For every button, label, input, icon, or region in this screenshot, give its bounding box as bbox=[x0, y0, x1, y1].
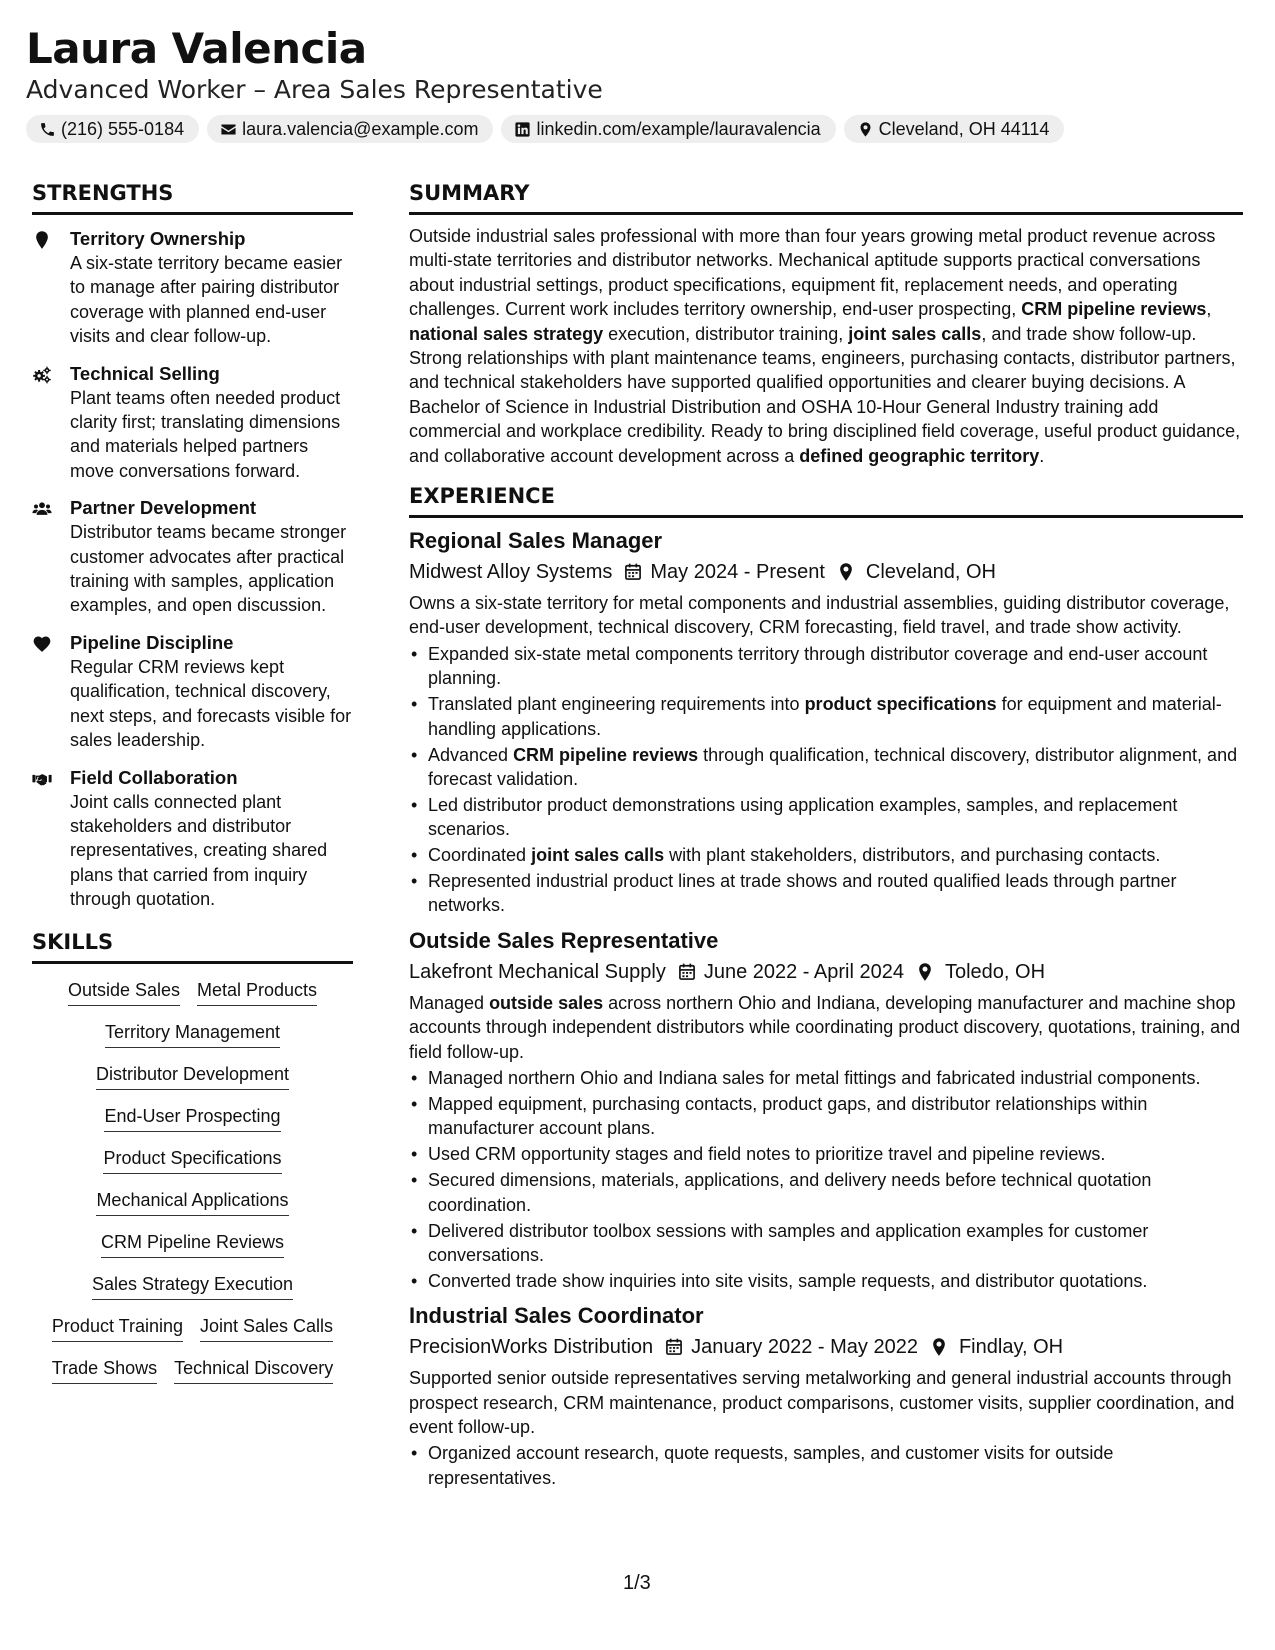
emphasis-text: defined geographic territory bbox=[799, 445, 1040, 466]
contact-phone-text: (216) 555-0184 bbox=[61, 118, 185, 139]
strength-desc: A six-state territory became easier to manage after pairing distributor coverage with planned end-user visits and clear follow-up. bbox=[70, 253, 343, 347]
skill-row bbox=[92, 1272, 293, 1300]
summary-heading: SUMMARY bbox=[409, 180, 1243, 215]
skill-tag: Product Specifications bbox=[103, 1146, 281, 1174]
bullet-item bbox=[409, 843, 1243, 867]
skill-tag: Territory Management bbox=[105, 1020, 280, 1048]
text-run: across northern Ohio and Indiana, developing manufacturer and machine shop accounts through independent distributors while coordinating product discovery, quotations, training, and field follow-up. bbox=[409, 992, 1241, 1062]
emphasis-text: outside sales bbox=[489, 992, 604, 1013]
location-pin-icon bbox=[857, 121, 874, 138]
job-company: Midwest Alloy Systems bbox=[409, 561, 613, 584]
strength-item bbox=[32, 362, 353, 484]
job-bullets bbox=[409, 1441, 1243, 1490]
text-run: Managed bbox=[409, 992, 490, 1013]
job-title: Outside Sales Representative bbox=[409, 927, 719, 953]
job-dates: June 2022 - April 2024 bbox=[703, 960, 904, 983]
page-indicator: 1/3 bbox=[623, 1572, 651, 1594]
bullet-item bbox=[409, 1168, 1243, 1217]
strength-title: Territory Ownership bbox=[70, 228, 246, 249]
skill-row bbox=[104, 1104, 280, 1132]
text-run: Owns a six-state territory for metal components and industrial assemblies, guiding distributor coverage, end-user development, technical discovery, CRM forecasting, field travel, and trade show activity. bbox=[409, 593, 1230, 638]
job-entry bbox=[409, 526, 1243, 918]
gears-icon bbox=[32, 365, 52, 385]
skill-tag: Trade Shows bbox=[52, 1356, 157, 1384]
job-company: Lakefront Mechanical Supply bbox=[409, 960, 666, 983]
text-run: Converted trade show inquiries into site visits, sample requests, and distributor quotations. bbox=[428, 1270, 1148, 1291]
bullet-item bbox=[409, 793, 1243, 842]
job-meta bbox=[409, 1332, 1243, 1362]
job-location: Cleveland, OH bbox=[865, 561, 996, 584]
strength-desc: Joint calls connected plant stakeholders and distributor representatives, creating shared plans that carried from inquiry through quotation. bbox=[70, 791, 328, 910]
text-run: Coordinated bbox=[428, 845, 532, 866]
skill-row bbox=[52, 1356, 333, 1384]
skill-tag: CRM Pipeline Reviews bbox=[101, 1230, 284, 1258]
calendar-icon bbox=[623, 562, 643, 582]
strength-item bbox=[32, 766, 353, 912]
phone-icon bbox=[39, 121, 56, 138]
job-title: Industrial Sales Coordinator bbox=[409, 1303, 704, 1329]
text-run: for equipment and material-handling applications. bbox=[428, 694, 1222, 739]
skills-list bbox=[32, 978, 353, 1398]
location-pin-icon bbox=[836, 562, 856, 582]
left-column bbox=[32, 180, 353, 1398]
skill-tag: Distributor Development bbox=[96, 1062, 289, 1090]
text-run: , and trade show follow-up. Strong relationships with plant maintenance teams, engineers, purchasing contacts, distributor partners, and technical stakeholders have supported qualified opportunities and clearer buying decisions. A Bachelor of Science in Industrial Distribution and OSHA 10-Hour General Industry training add commercial and workplace credibility. Ready to bring disciplined field coverage, useful product guidance, and collaborative account development across a bbox=[409, 323, 1241, 466]
skill-row bbox=[103, 1146, 281, 1174]
skill-tag: Technical Discovery bbox=[174, 1356, 333, 1384]
bullet-item bbox=[409, 1092, 1243, 1141]
skill-tag: Mechanical Applications bbox=[96, 1188, 288, 1216]
skill-tag: Joint Sales Calls bbox=[200, 1314, 333, 1342]
text-run: . bbox=[1039, 445, 1045, 466]
job-location: Toledo, OH bbox=[944, 960, 1046, 983]
job-company: PrecisionWorks Distribution bbox=[409, 1336, 654, 1359]
strength-title: Field Collaboration bbox=[70, 766, 238, 788]
skill-row bbox=[52, 1314, 333, 1342]
handshake-icon bbox=[32, 769, 52, 789]
job-location: Findlay, OH bbox=[958, 1336, 1064, 1359]
contact-email-text: laura.valencia@example.com bbox=[242, 118, 479, 139]
strength-item bbox=[32, 227, 353, 349]
contact-location bbox=[844, 115, 1065, 143]
skill-row bbox=[96, 1062, 289, 1090]
text-run: Organized account research, quote requests, samples, and customer visits for outside representatives. bbox=[428, 1443, 1114, 1488]
bullet-item bbox=[409, 869, 1243, 918]
candidate-name: Laura Valencia bbox=[26, 24, 367, 73]
job-meta bbox=[409, 557, 1243, 587]
job-description bbox=[409, 1366, 1243, 1439]
job-entry bbox=[409, 1301, 1243, 1490]
text-run: Mapped equipment, purchasing contacts, product gaps, and distributor relationships within manufacturer account plans. bbox=[428, 1093, 1148, 1139]
strengths-heading: STRENGTHS bbox=[32, 180, 353, 215]
text-run: execution, distributor training, bbox=[603, 323, 849, 344]
right-column bbox=[409, 180, 1243, 1492]
bullet-item bbox=[409, 1066, 1243, 1090]
skills-heading: SKILLS bbox=[32, 929, 353, 964]
text-run: Advanced bbox=[428, 744, 514, 765]
location-pin-icon bbox=[915, 962, 935, 982]
job-entry bbox=[409, 926, 1243, 1293]
skill-tag: Metal Products bbox=[197, 978, 317, 1006]
calendar-icon bbox=[664, 1337, 684, 1357]
emphasis-text: CRM pipeline reviews bbox=[1021, 299, 1207, 320]
bullet-item bbox=[409, 1441, 1243, 1490]
skill-row bbox=[105, 1020, 280, 1048]
text-run: with plant stakeholders, distributors, and purchasing contacts. bbox=[664, 845, 1161, 866]
text-run: Expanded six-state metal components territory through distributor coverage and end-user account planning. bbox=[428, 643, 1208, 689]
contact-location-text: Cleveland, OH 44114 bbox=[878, 118, 1050, 139]
linkedin-icon bbox=[514, 121, 531, 138]
strength-desc: Distributor teams became stronger customer advocates after practical training with samples, application examples, and open discussion. bbox=[70, 522, 347, 616]
text-run: Represented industrial product lines at trade shows and routed qualified leads through partner networks. bbox=[428, 871, 1177, 916]
text-run: Translated plant engineering requirements into bbox=[428, 694, 805, 715]
emphasis-text: joint sales calls bbox=[848, 323, 982, 344]
bullet-item bbox=[409, 743, 1243, 792]
heart-icon bbox=[32, 634, 52, 654]
text-run: Outside industrial sales professional with more than four years growing metal product revenue across multi-state territories and distributor networks. Mechanical aptitude supports practical conversations about industrial settings, product specifications, equipment fit, replacement needs, and operating challenges. Current work includes territory ownership, end-user prospecting, bbox=[409, 226, 1216, 320]
contact-linkedin[interactable] bbox=[501, 115, 835, 143]
text-run: Led distributor product demonstrations using application examples, samples, and replacement scenarios. bbox=[428, 794, 1178, 840]
job-description bbox=[409, 991, 1243, 1064]
strength-desc: Regular CRM reviews kept qualification, technical discovery, next steps, and forecasts visible for sales leadership. bbox=[70, 656, 352, 751]
candidate-role: Advanced Worker – Area Sales Representative bbox=[26, 75, 603, 104]
resume-header bbox=[26, 22, 1256, 143]
skill-row bbox=[96, 1188, 288, 1216]
job-dates: January 2022 - May 2022 bbox=[691, 1336, 918, 1359]
summary-text bbox=[409, 224, 1243, 468]
bullet-item bbox=[409, 1142, 1243, 1166]
emphasis-text: product specifications bbox=[804, 694, 997, 715]
strength-item bbox=[32, 631, 353, 753]
emphasis-text: CRM pipeline reviews bbox=[513, 744, 699, 765]
strengths-list bbox=[32, 227, 353, 912]
strength-desc: Plant teams often needed product clarity first; translating dimensions and materials helped partners move conversations forward. bbox=[70, 387, 341, 481]
bullet-item bbox=[409, 642, 1243, 691]
skill-tag: Outside Sales bbox=[68, 978, 180, 1006]
emphasis-text: national sales strategy bbox=[409, 323, 604, 344]
experience-heading: EXPERIENCE bbox=[409, 483, 1243, 518]
users-icon bbox=[32, 499, 52, 519]
calendar-icon bbox=[677, 962, 697, 982]
job-description bbox=[409, 591, 1243, 640]
strength-title: Partner Development bbox=[70, 497, 257, 519]
map-pin-icon bbox=[32, 230, 52, 250]
text-run: Used CRM opportunity stages and field notes to prioritize travel and pipeline reviews. bbox=[428, 1144, 1106, 1165]
skill-tag: Product Training bbox=[52, 1314, 183, 1342]
contact-bar bbox=[26, 115, 1256, 143]
job-title: Regional Sales Manager bbox=[409, 528, 663, 554]
contact-phone[interactable] bbox=[26, 115, 199, 143]
text-run: Supported senior outside representatives serving metalworking and general industrial accounts through prospect research, CRM maintenance, product comparisons, customer visits, supplier coordination, and event follow-up. bbox=[409, 1368, 1235, 1438]
bullet-item bbox=[409, 1219, 1243, 1268]
skill-tag: End-User Prospecting bbox=[104, 1104, 280, 1132]
text-run: through qualification, technical discovery, distributor alignment, and forecast validation. bbox=[428, 744, 1238, 789]
strength-item bbox=[32, 496, 353, 618]
bullet-item bbox=[409, 1269, 1243, 1293]
text-run: , bbox=[1206, 299, 1212, 320]
envelope-icon bbox=[220, 121, 237, 138]
job-meta bbox=[409, 957, 1243, 987]
job-bullets bbox=[409, 642, 1243, 918]
emphasis-text: joint sales calls bbox=[531, 845, 665, 866]
bullet-item bbox=[409, 692, 1243, 741]
text-run: Delivered distributor toolbox sessions with samples and application examples for customer conversations. bbox=[428, 1220, 1149, 1265]
job-bullets bbox=[409, 1066, 1243, 1293]
contact-linkedin-text: linkedin.com/example/lauravalencia bbox=[536, 118, 821, 139]
skill-tag: Sales Strategy Execution bbox=[92, 1272, 293, 1300]
skill-row bbox=[68, 978, 317, 1006]
contact-email[interactable] bbox=[207, 115, 493, 143]
text-run: Secured dimensions, materials, applications, and delivery needs before technical quotation coordination. bbox=[428, 1170, 1152, 1215]
strength-title: Pipeline Discipline bbox=[70, 631, 234, 653]
strength-title: Technical Selling bbox=[70, 362, 220, 384]
experience-list bbox=[409, 526, 1243, 1490]
skill-row bbox=[101, 1230, 284, 1258]
text-run: Managed northern Ohio and Indiana sales for metal fittings and fabricated industrial components. bbox=[428, 1068, 1201, 1089]
location-pin-icon bbox=[929, 1337, 949, 1357]
job-dates: May 2024 - Present bbox=[650, 561, 825, 584]
